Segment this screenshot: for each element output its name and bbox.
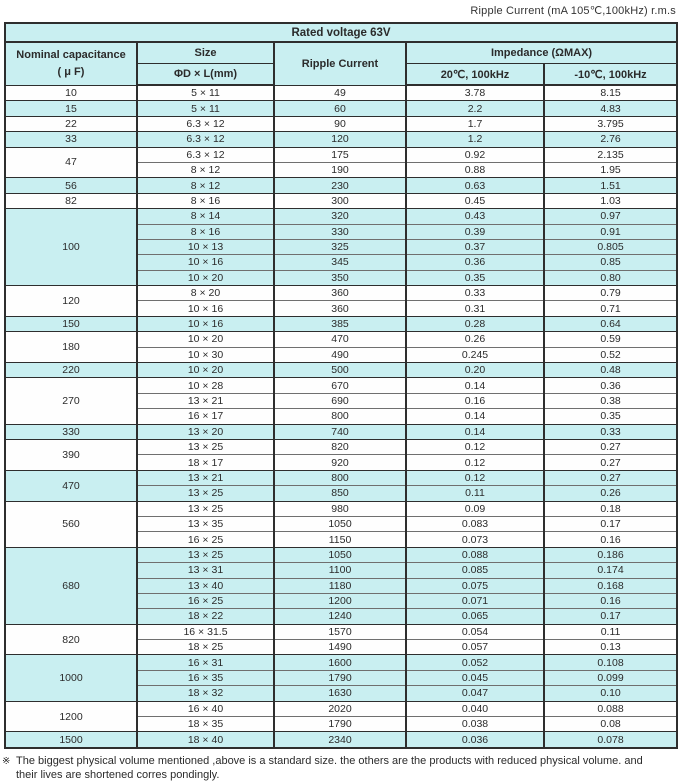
cell-impedance-20c: 0.12: [406, 439, 544, 454]
cell-ripple-current: 470: [274, 332, 406, 347]
cell-size: 10 × 20: [137, 270, 274, 285]
cell-impedance-20c: 0.39: [406, 224, 544, 239]
cell-impedance-20c: 0.083: [406, 516, 544, 531]
cell-size: 18 × 40: [137, 732, 274, 748]
cell-impedance-20c: 0.12: [406, 470, 544, 485]
cell-impedance-neg10c: 0.17: [544, 516, 677, 531]
cell-size: 6.3 × 12: [137, 147, 274, 162]
cell-ripple-current: 120: [274, 132, 406, 147]
cell-impedance-20c: 0.63: [406, 178, 544, 193]
cell-impedance-neg10c: 0.36: [544, 378, 677, 393]
table-row: [5, 655, 677, 670]
cell-ripple-current: 360: [274, 301, 406, 316]
table-row: [5, 363, 677, 378]
cell-capacitance: 220: [5, 363, 137, 378]
cell-impedance-20c: 0.036: [406, 732, 544, 748]
cell-size: 13 × 40: [137, 578, 274, 593]
cell-impedance-neg10c: 0.35: [544, 409, 677, 424]
cell-impedance-20c: 0.088: [406, 547, 544, 562]
cell-size: 16 × 35: [137, 670, 274, 685]
cell-impedance-neg10c: 0.27: [544, 470, 677, 485]
cell-impedance-20c: 0.37: [406, 239, 544, 254]
cell-capacitance: 560: [5, 501, 137, 547]
cell-impedance-neg10c: 0.16: [544, 593, 677, 608]
cell-capacitance: 33: [5, 132, 137, 147]
page-caption: Ripple Current (mA 105℃,100kHz) r.m.s: [470, 5, 676, 17]
cell-impedance-20c: 0.45: [406, 193, 544, 208]
cell-size: 8 × 12: [137, 162, 274, 177]
cell-impedance-neg10c: 0.26: [544, 486, 677, 501]
cell-impedance-neg10c: 0.088: [544, 701, 677, 716]
cell-impedance-neg10c: 0.85: [544, 255, 677, 270]
cell-ripple-current: 385: [274, 316, 406, 331]
cell-size: 10 × 20: [137, 332, 274, 347]
cell-impedance-neg10c: 0.52: [544, 347, 677, 362]
cell-ripple-current: 740: [274, 424, 406, 439]
cell-impedance-neg10c: 0.16: [544, 532, 677, 547]
cell-ripple-current: 1050: [274, 516, 406, 531]
cell-impedance-neg10c: 0.27: [544, 439, 677, 454]
cell-impedance-neg10c: 0.59: [544, 332, 677, 347]
cell-size: 13 × 25: [137, 486, 274, 501]
cell-impedance-neg10c: 8.15: [544, 85, 677, 101]
cell-size: 18 × 17: [137, 455, 274, 470]
cell-capacitance: 470: [5, 470, 137, 501]
table-row: [5, 501, 677, 516]
cell-ripple-current: 2020: [274, 701, 406, 716]
cell-impedance-20c: 0.16: [406, 393, 544, 408]
footnote-text: [16, 754, 678, 783]
header-nominal-capacitance-label: Nominal capacitance: [16, 48, 126, 61]
cell-impedance-20c: 0.14: [406, 424, 544, 439]
cell-size: 16 × 40: [137, 701, 274, 716]
cell-size: 6.3 × 12: [137, 116, 274, 131]
table-row: [5, 624, 677, 639]
cell-impedance-20c: 0.047: [406, 686, 544, 701]
cell-capacitance: 22: [5, 116, 137, 131]
cell-size: 13 × 20: [137, 424, 274, 439]
cell-ripple-current: 800: [274, 470, 406, 485]
cell-size: 10 × 30: [137, 347, 274, 362]
table-row: [5, 178, 677, 193]
cell-impedance-neg10c: 0.186: [544, 547, 677, 562]
cell-size: 10 × 16: [137, 255, 274, 270]
cell-ripple-current: 49: [274, 85, 406, 101]
cell-size: 13 × 21: [137, 470, 274, 485]
cell-impedance-20c: 1.7: [406, 116, 544, 131]
cell-ripple-current: 820: [274, 439, 406, 454]
cell-ripple-current: 345: [274, 255, 406, 270]
ripple-current-spec-table: [4, 22, 678, 749]
cell-ripple-current: 980: [274, 501, 406, 516]
cell-impedance-20c: 0.36: [406, 255, 544, 270]
cell-ripple-current: 360: [274, 286, 406, 301]
cell-ripple-current: 350: [274, 270, 406, 285]
cell-size: 13 × 25: [137, 501, 274, 516]
cell-ripple-current: 60: [274, 101, 406, 116]
table-row: [5, 547, 677, 562]
cell-ripple-current: 1100: [274, 563, 406, 578]
cell-ripple-current: 1050: [274, 547, 406, 562]
header-impedance-neg10c: -10℃, 100kHz: [544, 64, 677, 86]
cell-impedance-20c: 0.057: [406, 640, 544, 655]
cell-ripple-current: 230: [274, 178, 406, 193]
cell-impedance-20c: 0.12: [406, 455, 544, 470]
cell-impedance-neg10c: 0.168: [544, 578, 677, 593]
cell-size: 6.3 × 12: [137, 132, 274, 147]
cell-ripple-current: 1570: [274, 624, 406, 639]
table-title: Rated voltage 63V: [5, 23, 677, 42]
cell-ripple-current: 1630: [274, 686, 406, 701]
cell-ripple-current: 670: [274, 378, 406, 393]
cell-impedance-20c: 0.14: [406, 409, 544, 424]
cell-impedance-20c: 0.43: [406, 209, 544, 224]
cell-ripple-current: 330: [274, 224, 406, 239]
cell-impedance-neg10c: 0.174: [544, 563, 677, 578]
cell-impedance-neg10c: 1.03: [544, 193, 677, 208]
cell-impedance-20c: 0.054: [406, 624, 544, 639]
cell-capacitance: 1200: [5, 701, 137, 732]
cell-impedance-neg10c: 4.83: [544, 101, 677, 116]
cell-size: 10 × 28: [137, 378, 274, 393]
cell-ripple-current: 2340: [274, 732, 406, 748]
cell-ripple-current: 500: [274, 363, 406, 378]
cell-capacitance: 150: [5, 316, 137, 331]
cell-ripple-current: 690: [274, 393, 406, 408]
cell-ripple-current: 1200: [274, 593, 406, 608]
cell-ripple-current: 320: [274, 209, 406, 224]
cell-ripple-current: 490: [274, 347, 406, 362]
cell-capacitance: 390: [5, 439, 137, 470]
cell-size: 13 × 35: [137, 516, 274, 531]
cell-impedance-neg10c: 0.33: [544, 424, 677, 439]
cell-ripple-current: 1790: [274, 717, 406, 732]
cell-size: 10 × 16: [137, 316, 274, 331]
cell-impedance-20c: 0.92: [406, 147, 544, 162]
cell-impedance-20c: 0.35: [406, 270, 544, 285]
cell-impedance-20c: 0.28: [406, 316, 544, 331]
cell-size: 10 × 20: [137, 363, 274, 378]
cell-size: 5 × 11: [137, 85, 274, 101]
cell-ripple-current: 1490: [274, 640, 406, 655]
cell-ripple-current: 300: [274, 193, 406, 208]
cell-impedance-neg10c: 2.76: [544, 132, 677, 147]
cell-ripple-current: 1600: [274, 655, 406, 670]
cell-impedance-neg10c: 0.80: [544, 270, 677, 285]
cell-impedance-neg10c: 0.08: [544, 717, 677, 732]
cell-capacitance: 820: [5, 624, 137, 655]
cell-impedance-neg10c: 0.27: [544, 455, 677, 470]
cell-size: 13 × 31: [137, 563, 274, 578]
cell-impedance-neg10c: 1.95: [544, 162, 677, 177]
cell-impedance-neg10c: 0.91: [544, 224, 677, 239]
cell-ripple-current: 1150: [274, 532, 406, 547]
cell-impedance-20c: 0.14: [406, 378, 544, 393]
header-ripple-current: Ripple Current: [274, 42, 406, 85]
table-row: [5, 378, 677, 393]
cell-impedance-neg10c: 0.099: [544, 670, 677, 685]
cell-impedance-20c: 0.038: [406, 717, 544, 732]
cell-ripple-current: 175: [274, 147, 406, 162]
cell-impedance-neg10c: 0.17: [544, 609, 677, 624]
cell-ripple-current: 1790: [274, 670, 406, 685]
cell-impedance-20c: 0.26: [406, 332, 544, 347]
cell-ripple-current: 1180: [274, 578, 406, 593]
cell-impedance-neg10c: 0.108: [544, 655, 677, 670]
cell-size: 8 × 12: [137, 178, 274, 193]
cell-ripple-current: 325: [274, 239, 406, 254]
cell-impedance-20c: 0.11: [406, 486, 544, 501]
table-row: [5, 439, 677, 454]
cell-size: 5 × 11: [137, 101, 274, 116]
cell-impedance-neg10c: 2.135: [544, 147, 677, 162]
cell-capacitance: 330: [5, 424, 137, 439]
cell-size: 8 × 20: [137, 286, 274, 301]
table-row: [5, 147, 677, 162]
cell-capacitance: 56: [5, 178, 137, 193]
cell-ripple-current: 800: [274, 409, 406, 424]
table-row: [5, 193, 677, 208]
cell-ripple-current: 190: [274, 162, 406, 177]
cell-ripple-current: 850: [274, 486, 406, 501]
table-row: [5, 732, 677, 748]
cell-size: 16 × 17: [137, 409, 274, 424]
cell-impedance-neg10c: 0.18: [544, 501, 677, 516]
cell-size: 13 × 25: [137, 439, 274, 454]
table-row: [5, 701, 677, 716]
cell-capacitance: 10: [5, 85, 137, 101]
cell-impedance-neg10c: 3.795: [544, 116, 677, 131]
cell-size: 13 × 21: [137, 393, 274, 408]
cell-size: 16 × 31.5: [137, 624, 274, 639]
cell-size: 10 × 13: [137, 239, 274, 254]
table-row: [5, 209, 677, 224]
cell-impedance-20c: 0.071: [406, 593, 544, 608]
cell-size: 8 × 16: [137, 193, 274, 208]
cell-size: 10 × 16: [137, 301, 274, 316]
cell-capacitance: 82: [5, 193, 137, 208]
table-row: [5, 424, 677, 439]
cell-impedance-20c: 0.040: [406, 701, 544, 716]
cell-impedance-neg10c: 0.64: [544, 316, 677, 331]
cell-capacitance: 270: [5, 378, 137, 424]
header-size: Size: [137, 42, 274, 64]
cell-impedance-neg10c: 0.79: [544, 286, 677, 301]
cell-impedance-20c: 0.085: [406, 563, 544, 578]
cell-impedance-20c: 0.33: [406, 286, 544, 301]
table-row: [5, 85, 677, 101]
cell-impedance-20c: 3.78: [406, 85, 544, 101]
cell-size: 18 × 32: [137, 686, 274, 701]
cell-impedance-20c: 0.88: [406, 162, 544, 177]
cell-capacitance: 180: [5, 332, 137, 363]
footnote-line-1: The biggest physical volume mentioned ,above is a standard size. the others are the products with reduced physical volume. and: [16, 754, 643, 767]
footnote: [2, 754, 678, 783]
header-nominal-capacitance-unit: ( μ F): [57, 65, 85, 78]
cell-impedance-20c: 0.065: [406, 609, 544, 624]
cell-impedance-neg10c: 0.805: [544, 239, 677, 254]
header-row-1: [5, 42, 677, 64]
table-header: [5, 23, 677, 85]
cell-capacitance: 680: [5, 547, 137, 624]
cell-capacitance: 1500: [5, 732, 137, 748]
cell-size: 16 × 25: [137, 593, 274, 608]
cell-size: 13 × 25: [137, 547, 274, 562]
cell-impedance-20c: 0.31: [406, 301, 544, 316]
table-row: [5, 116, 677, 131]
cell-impedance-20c: 0.20: [406, 363, 544, 378]
cell-capacitance: 15: [5, 101, 137, 116]
cell-impedance-neg10c: 0.078: [544, 732, 677, 748]
cell-impedance-20c: 0.09: [406, 501, 544, 516]
cell-ripple-current: 90: [274, 116, 406, 131]
cell-impedance-20c: 0.045: [406, 670, 544, 685]
table-row: [5, 470, 677, 485]
cell-impedance-neg10c: 0.38: [544, 393, 677, 408]
cell-capacitance: 100: [5, 209, 137, 286]
cell-impedance-20c: 1.2: [406, 132, 544, 147]
cell-size: 16 × 25: [137, 532, 274, 547]
table-body: [5, 85, 677, 748]
cell-capacitance: 1000: [5, 655, 137, 701]
cell-impedance-20c: 0.073: [406, 532, 544, 547]
cell-ripple-current: 1240: [274, 609, 406, 624]
table-row: [5, 286, 677, 301]
cell-impedance-neg10c: 0.48: [544, 363, 677, 378]
cell-size: 18 × 22: [137, 609, 274, 624]
footnote-line-2: their lives are shortened corres pondingly.: [16, 769, 220, 782]
cell-impedance-neg10c: 1.51: [544, 178, 677, 193]
cell-size: 18 × 25: [137, 640, 274, 655]
cell-size: 8 × 14: [137, 209, 274, 224]
header-size-dimensions: ΦD × L(mm): [137, 64, 274, 86]
cell-impedance-20c: 0.052: [406, 655, 544, 670]
table-row: [5, 316, 677, 331]
table-row: [5, 332, 677, 347]
cell-impedance-neg10c: 0.10: [544, 686, 677, 701]
cell-impedance-20c: 0.075: [406, 578, 544, 593]
cell-impedance-neg10c: 0.71: [544, 301, 677, 316]
cell-size: 16 × 31: [137, 655, 274, 670]
footnote-reference-mark: ※: [2, 755, 11, 767]
cell-size: 18 × 35: [137, 717, 274, 732]
table-row: [5, 101, 677, 116]
cell-impedance-20c: 0.245: [406, 347, 544, 362]
cell-impedance-20c: 2.2: [406, 101, 544, 116]
cell-impedance-neg10c: 0.97: [544, 209, 677, 224]
cell-impedance-neg10c: 0.13: [544, 640, 677, 655]
cell-capacitance: 47: [5, 147, 137, 178]
cell-capacitance: 120: [5, 286, 137, 317]
cell-impedance-neg10c: 0.11: [544, 624, 677, 639]
header-impedance: Impedance (ΩMAX): [406, 42, 677, 64]
header-nominal-capacitance: [5, 42, 137, 85]
header-impedance-20c: 20℃, 100kHz: [406, 64, 544, 86]
cell-ripple-current: 920: [274, 455, 406, 470]
table-title-row: [5, 23, 677, 42]
table-row: [5, 132, 677, 147]
cell-size: 8 × 16: [137, 224, 274, 239]
